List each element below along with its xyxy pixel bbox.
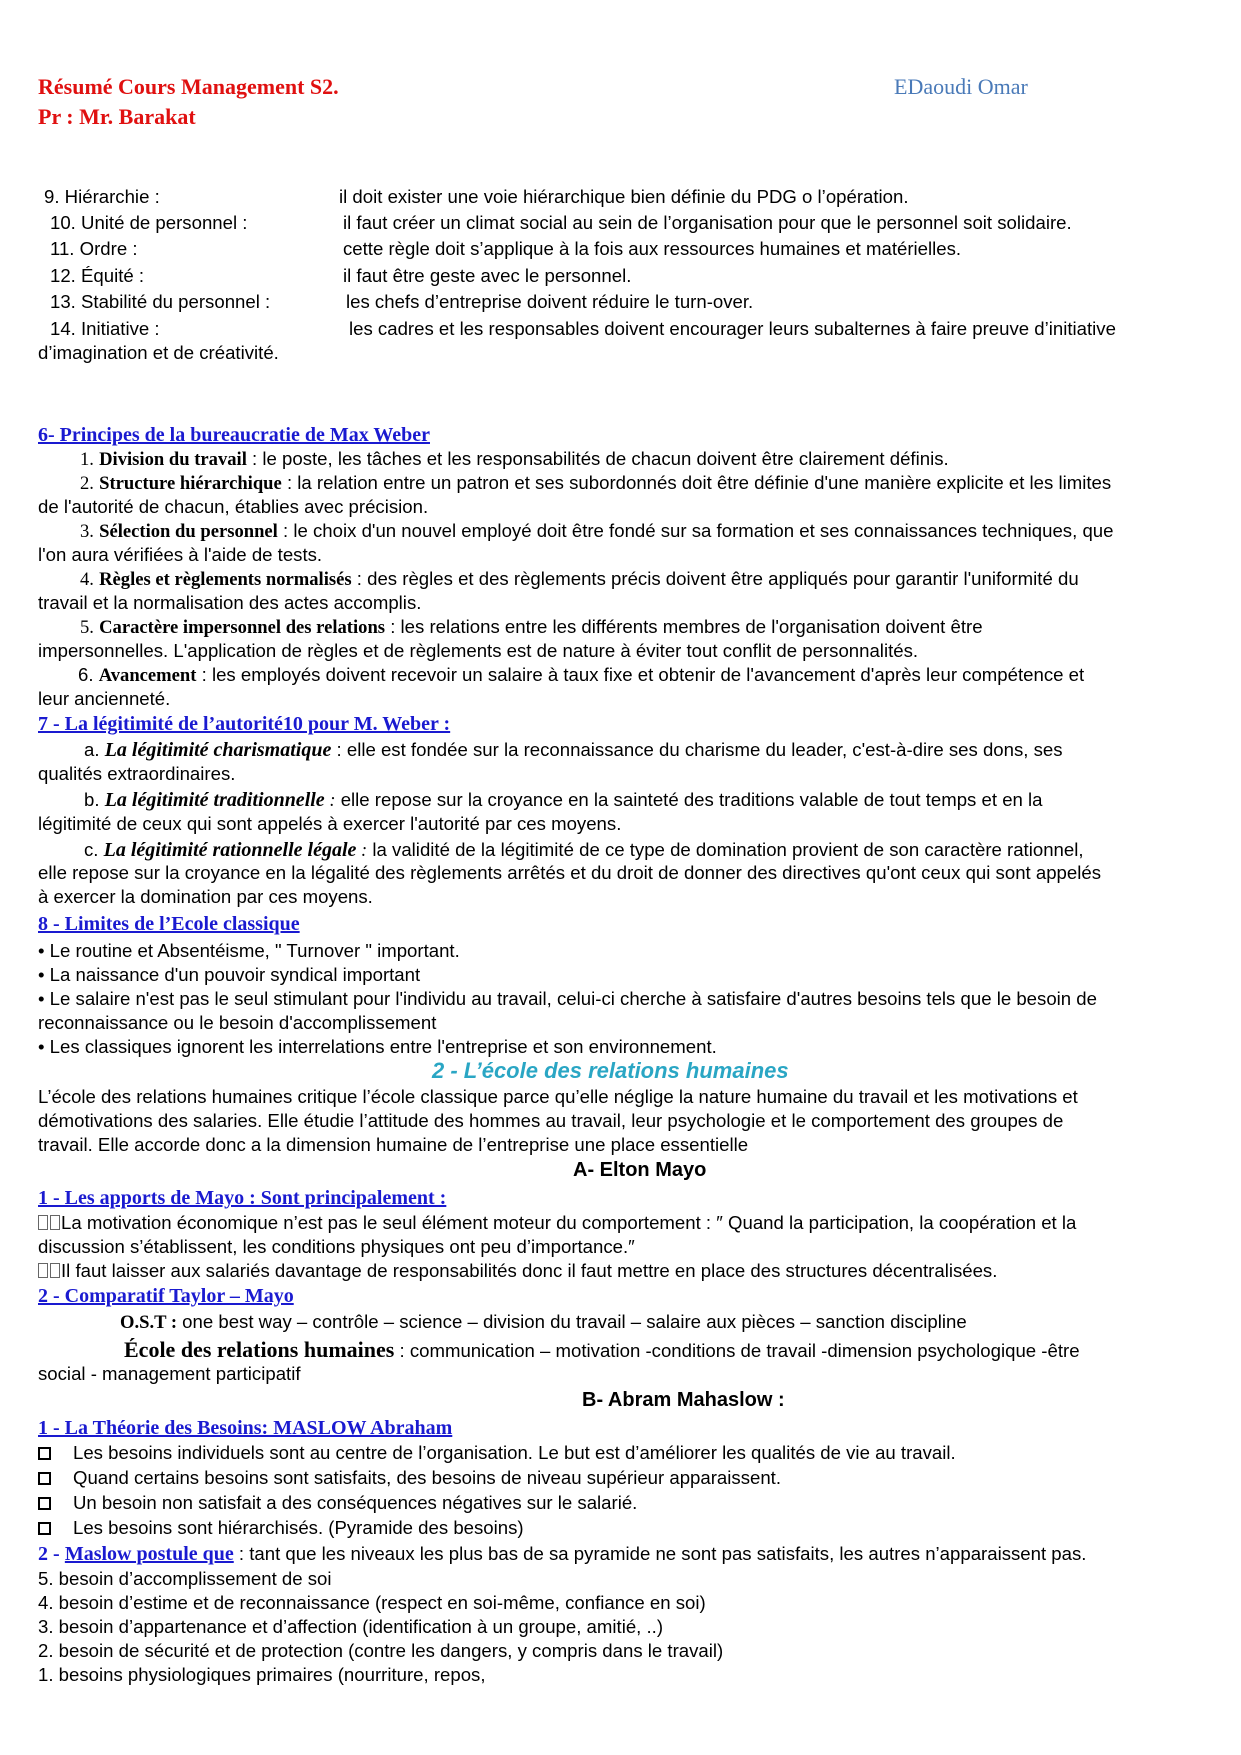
principle-text: les cadres et les responsables doivent encourager leurs subalternes à faire preuve d’initiative [349,318,1116,339]
weber-item: 5. Caractère impersonnel des relations : les relations entre les différents membres de l'organisation doivent être [80,616,983,638]
checkbox-bullet-icon [38,1522,51,1535]
weber-item-continued: l'on aura vérifiées à l'aide de tests. [38,544,323,565]
section-heading-theory: 1 - La Théorie des Besoins: MASLOW Abraham [38,1417,453,1439]
principle-text: il faut créer un climat social au sein de l’organisation pour que le personnel soit solidaire. [343,212,1072,233]
legitimacy-item-continued: elle repose sur la croyance en la légalité des règlements arrêtés et du droit de donner des directives qu'ont ceux qui sont appelés [38,862,1101,883]
missing-glyph-icon [50,1263,60,1278]
section-heading-comparatif: 2 - Comparatif Taylor – Mayo [38,1285,294,1307]
principle-label: 14. Initiative : [50,318,160,339]
erh-line: École des relations humaines : communication – motivation -conditions de travail -dimension psychologique -être [124,1337,1080,1362]
limit-item-continued: reconnaissance ou le besoin d'accomplissement [38,1012,437,1033]
principle-label: 13. Stabilité du personnel : [50,291,271,312]
principle-text-continued: d’imagination et de créativité. [38,342,279,363]
limit-item: • Le salaire n'est pas le seul stimulant pour l'individu au travail, celui-ci cherche à satisfaire d'autres besoins tels que le besoin de [38,988,1097,1009]
legitimacy-item: c. La légitimité rationnelle légale : la validité de la légitimité de ce type de domination provient de son caractère rationnel, [84,839,1084,861]
postule-line: 2 - Maslow postule que : tant que les niveaux les plus bas de sa pyramide ne sont pas satisfaits, les autres n’apparaissent pas. [38,1543,1087,1565]
legitimacy-item: a. La légitimité charismatique : elle est fondée sur la reconnaissance du charisme du leader, c'est-à-dire ses dons, ses [84,739,1063,761]
principle-label: 9. Hiérarchie : [44,186,160,207]
section-heading-limits: 8 - Limites de l’Ecole classique [38,913,300,935]
principle-label: 12. Équité : [50,265,145,286]
checkbox-list-item: Les besoins individuels sont au centre de l’organisation. Le but est d’améliorer les qualités de vie au travail. [38,1442,956,1464]
limit-item: • La naissance d'un pouvoir syndical important [38,964,421,985]
weber-item: 6. Avancement : les employés doivent recevoir un salaire à taux fixe et obtenir de l'avancement d'après leur compétence et [78,664,1085,686]
weber-item-continued: de l'autorité de chacun, établies avec précision. [38,496,429,517]
weber-item: 3. Sélection du personnel : le choix d'un nouvel employé doit être fondé sur sa formation et ses connaissances techniques, que [80,520,1114,542]
missing-glyph-icon [38,1263,48,1278]
subsection-heading-maslow: B- Abram Mahaslow : [582,1389,785,1411]
checkbox-bullet-icon [38,1497,51,1510]
need-level: 1. besoins physiologiques primaires (nourriture, repos, [38,1664,486,1685]
legitimacy-item-continued: qualités extraordinaires. [38,763,236,784]
chapter-heading: 2 - L’école des relations humaines [432,1058,789,1083]
paragraph-line: L’école des relations humaines critique l’école classique parce qu’elle néglige la nature humaine du travail et les motivations et [38,1086,1078,1107]
apport-item-continued: discussion s’établissent, les conditions physiques ont peu d’importance.″ [38,1236,635,1257]
need-level: 3. besoin d’appartenance et d’affection (identification à un groupe, amitié, ..) [38,1616,664,1637]
apport-item: Il faut laisser aux salariés davantage de responsabilités donc il faut mettre en place des structures décentralisées. [38,1260,997,1282]
principle-text: il faut être geste avec le personnel. [343,265,632,286]
missing-glyph-icon [38,1215,48,1230]
principle-text: il doit exister une voie hiérarchique bien définie du PDG o l’opération. [339,186,909,207]
weber-item-continued: leur ancienneté. [38,688,171,709]
legitimacy-item-continued: à exercer la domination par ces moyens. [38,886,373,907]
section-heading-legitimacy: 7 - La légitimité de l’autorité10 pour M. Weber : [38,713,451,735]
checkbox-list-item: Les besoins sont hiérarchisés. (Pyramide des besoins) [38,1517,524,1539]
need-level: 5. besoin d’accomplissement de soi [38,1568,332,1589]
apport-item: La motivation économique n’est pas le seul élément moteur du comportement : ″ Quand la participation, la coopération et la [38,1212,1076,1234]
paragraph-line: travail. Elle accorde donc a la dimension humaine de l’entreprise une place essentielle [38,1134,749,1155]
section-heading-weber: 6- Principes de la bureaucratie de Max Weber [38,424,430,446]
checkbox-list-item: Un besoin non satisfait a des conséquences négatives sur le salarié. [38,1492,637,1514]
erh-line-continued: social - management participatif [38,1363,301,1384]
weber-item-continued: travail et la normalisation des actes accomplis. [38,592,422,613]
principle-label: 11. Ordre : [50,238,138,259]
weber-item: 1. Division du travail : le poste, les tâches et les responsabilités de chacun doivent être clairement définis. [80,448,949,470]
weber-item-continued: impersonnelles. L'application de règles et de règlements est de nature à éviter tout conflit de personnalités. [38,640,919,661]
ost-line: O.S.T : one best way – contrôle – science – division du travail – salaire aux pièces – sanction discipline [120,1311,967,1333]
weber-item: 4. Règles et règlements normalisés : des règles et des règlements précis doivent être appliqués pour garantir l'uniformité du [80,568,1079,590]
missing-glyph-icon [50,1215,60,1230]
checkbox-bullet-icon [38,1472,51,1485]
checkbox-list-item: Quand certains besoins sont satisfaits, des besoins de niveau supérieur apparaissent. [38,1467,781,1489]
principle-label: 10. Unité de personnel : [50,212,248,233]
legitimacy-item-continued: légitimité de ceux qui sont appelés à exercer l'autorité par ces moyens. [38,813,622,834]
legitimacy-item: b. La légitimité traditionnelle : elle repose sur la croyance en la sainteté des traditions valable de tout temps et en la [84,789,1043,811]
limit-item: • Les classiques ignorent les interrelations entre l'entreprise et son environnement. [38,1036,717,1057]
professor-line: Pr : Mr. Barakat [38,104,196,129]
weber-item: 2. Structure hiérarchique : la relation entre un patron et ses subordonnés doit être définie d'une manière explicite et les limites [80,472,1112,494]
subsection-heading-mayo: A- Elton Mayo [573,1159,707,1181]
paragraph-line: démotivations des salaries. Elle étudie l’attitude des hommes au travail, leur psychologie et le comportement des groupes de [38,1110,1064,1131]
need-level: 2. besoin de sécurité et de protection (contre les dangers, y compris dans le travail) [38,1640,724,1661]
document-title: Résumé Cours Management S2. [38,74,339,99]
principle-text: les chefs d’entreprise doivent réduire le turn-over. [346,291,754,312]
need-level: 4. besoin d’estime et de reconnaissance (respect en soi-même, confiance en soi) [38,1592,706,1613]
principle-text: cette règle doit s’applique à la fois aux ressources humaines et matérielles. [343,238,962,259]
section-heading-apports: 1 - Les apports de Mayo : Sont principalement : [38,1187,447,1209]
checkbox-bullet-icon [38,1447,51,1460]
author-name: EDaoudi Omar [894,74,1028,99]
limit-item: • Le routine et Absentéisme, " Turnover " important. [38,940,460,961]
